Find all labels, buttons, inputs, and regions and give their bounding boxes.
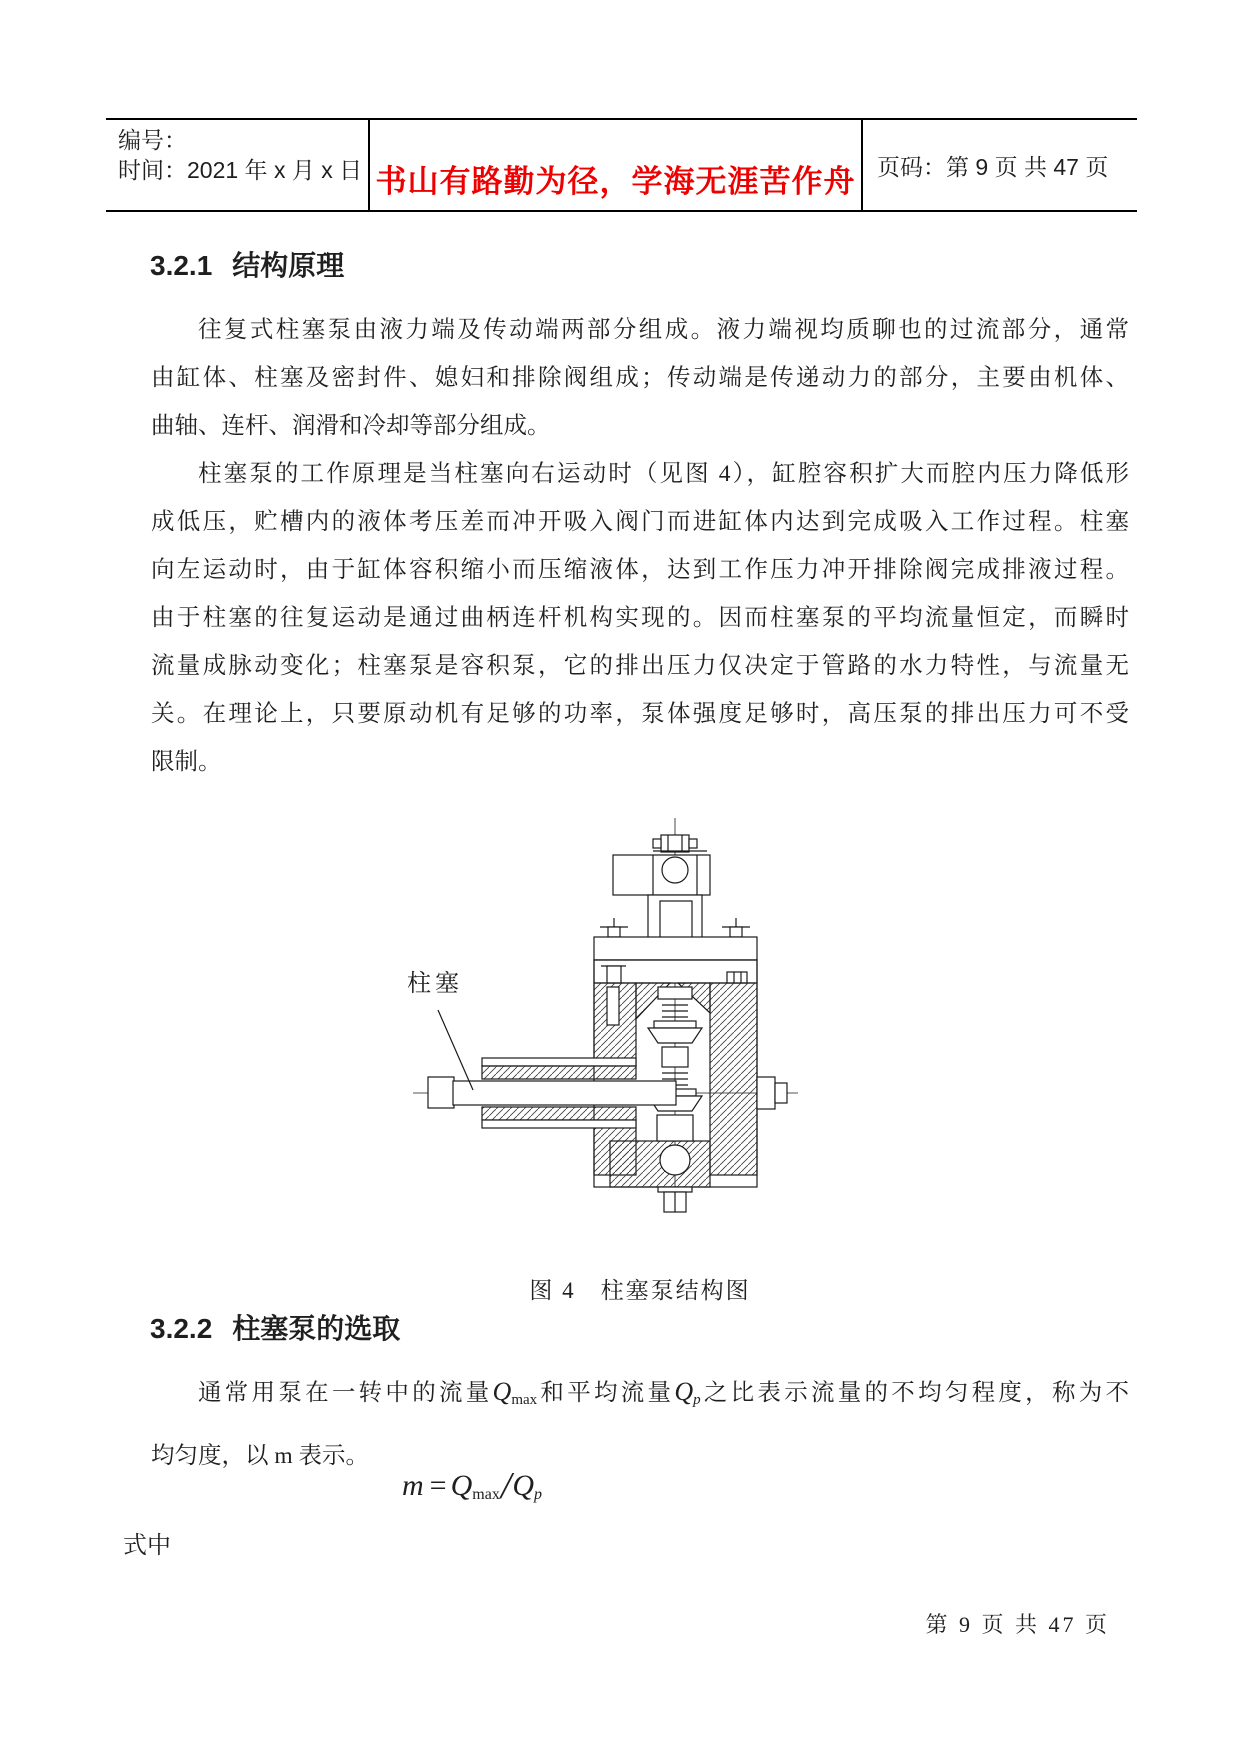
section-heading-321 xyxy=(150,244,344,284)
figure-part-label: 柱塞 xyxy=(407,971,463,997)
section-321-title: 结构原理 xyxy=(232,250,345,281)
symbol-Q: Q xyxy=(512,1469,535,1502)
pump-structure-figure xyxy=(370,815,930,1215)
body-stud xyxy=(607,987,619,1025)
subscript-p: p xyxy=(534,1486,543,1503)
valve-bonnet xyxy=(613,855,710,895)
symbol-Q: Q xyxy=(674,1377,694,1406)
text-segment: 和平均流量 xyxy=(537,1380,675,1406)
symbol-Q: Q xyxy=(492,1377,512,1406)
paragraph-line: 向左运动时，由于缸体容积缩小而压缩液体，达到工作压力冲开排除阀完成排液过程。 xyxy=(151,557,1129,583)
text-segment: 通常用泵在一转中的流量 xyxy=(198,1380,493,1406)
paragraph-line: 由于柱塞的往复运动是通过曲柄连杆机构实现的。因而柱塞泵的平均流量恒定，而瞬时 xyxy=(151,605,1129,631)
subscript-max: max xyxy=(511,1392,538,1408)
paragraph-line: 流量成脉动变化；柱塞泵是容积泵，它的排出压力仅决定于管路的水力特性，与流量无 xyxy=(151,653,1129,679)
paragraph-1 xyxy=(151,306,1129,450)
header-cell-page xyxy=(863,120,1137,210)
header-number-label: 编号： xyxy=(118,127,187,153)
paragraph-line xyxy=(151,1364,1129,1428)
header-cell-meta xyxy=(106,120,370,210)
paragraph-3 xyxy=(151,1364,1129,1484)
section-heading-322 xyxy=(150,1307,400,1347)
side-port xyxy=(757,1077,787,1109)
subscript-p: p xyxy=(693,1392,701,1408)
text-segment: 之比表示流量的不均匀程度，称为不 xyxy=(700,1380,1130,1406)
header-table xyxy=(106,118,1137,212)
formula-where-label: 式中 xyxy=(123,1533,171,1559)
flange-plate xyxy=(594,937,757,960)
paragraph-line: 均匀度，以 m 表示。 xyxy=(151,1443,370,1469)
section-321-number: 3.2.1 xyxy=(150,250,213,281)
flange-bolt-right xyxy=(722,918,750,937)
paragraph-line: 成低压，贮槽内的液体考压差而冲开吸入阀门而进缸体内达到完成吸入工作过程。柱塞 xyxy=(151,509,1129,535)
paragraph-2 xyxy=(151,450,1129,786)
header-date-label: 时间：2021 年 x 月 x 日 xyxy=(118,157,363,183)
paragraph-line: 由缸体、柱塞及密封件、媳妇和排除阀组成；传动端是传递动力的部分，主要由机体、 xyxy=(151,365,1129,391)
footer-page-number: 第 9 页 共 47 页 xyxy=(925,1612,1110,1637)
section-322-title: 柱塞泵的选取 xyxy=(232,1313,401,1344)
formula-lhs: m xyxy=(402,1469,424,1502)
paragraph-line: 关。在理论上，只要原动机有足够的功率，泵体强度足够时，高压泵的排出压力可不受 xyxy=(151,701,1129,727)
subscript-max: max xyxy=(472,1486,500,1503)
figure-caption: 图 4 柱塞泵结构图 xyxy=(529,1278,751,1303)
flange-bolt-left xyxy=(600,918,628,937)
formula-m-equation xyxy=(402,1462,542,1510)
paragraph-line: 限制。 xyxy=(151,749,222,775)
division-slash: / xyxy=(500,1465,512,1507)
top-bolt xyxy=(653,835,707,852)
header-cell-motto xyxy=(370,120,863,210)
plunger-rod xyxy=(428,1077,676,1108)
section-322-number: 3.2.2 xyxy=(150,1313,213,1344)
bottom-bolt xyxy=(658,1187,692,1212)
paragraph-line: 曲轴、连杆、润滑和冷却等部分组成。 xyxy=(151,413,551,439)
paragraph-line: 柱塞泵的工作原理是当柱塞向右运动时（见图 4），缸腔容积扩大而腔内压力降低形 xyxy=(198,461,1129,487)
header-motto-text: 书山有路勤为径，学海无涯苦作舟 xyxy=(375,163,856,199)
equals-sign: = xyxy=(429,1469,447,1502)
paragraph-line: 往复式柱塞泵由液力端及传动端两部分组成。液力端视均质聊也的过流部分，通常 xyxy=(198,317,1129,343)
symbol-Q: Q xyxy=(450,1469,473,1502)
band-bolt-right xyxy=(727,972,747,983)
header-page-number: 页码：第 9 页 共 47 页 xyxy=(877,153,1109,180)
